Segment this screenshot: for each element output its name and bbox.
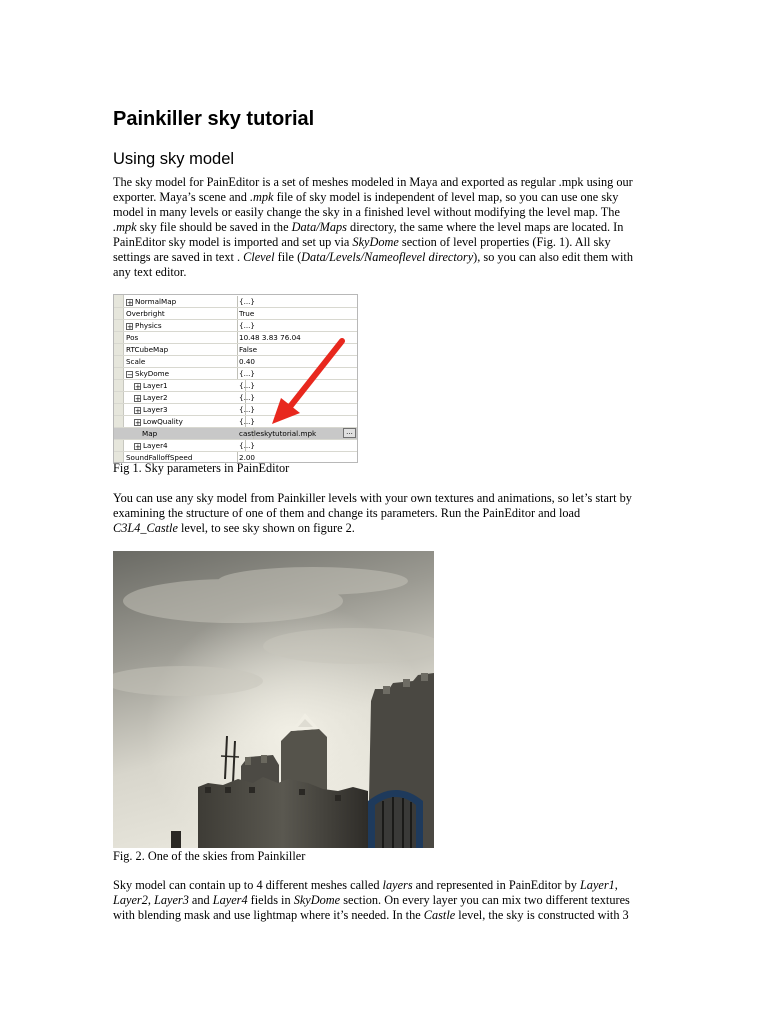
collapse-icon[interactable]: − — [127, 370, 133, 379]
second-paragraph: You can use any sky model from Painkiller levels with your own textures and animations, so let’s start by examining the structure of one of them and change its parameters. Run the PainEditor and load C3L4_Castle level, to see sky shown on figure 2. — [113, 491, 632, 535]
figure1-caption: Fig 1. Sky parameters in PainEditor — [113, 461, 290, 475]
property-value[interactable]: castleskytutorial.mpk — [239, 429, 317, 438]
expand-icon[interactable]: + — [135, 382, 141, 391]
property-value[interactable]: {...} — [239, 393, 255, 402]
expand-icon[interactable]: + — [135, 394, 141, 403]
property-name-text: Layer1 — [143, 381, 168, 390]
property-name-text: NormalMap — [135, 297, 177, 306]
red-arrow-icon — [114, 295, 357, 462]
property-name-text: SkyDome — [135, 369, 170, 378]
property-value[interactable]: False — [239, 345, 258, 354]
property-name-text: Layer2 — [143, 393, 168, 402]
property-name-text: RTCubeMap — [126, 345, 169, 354]
page-title: Painkiller sky tutorial — [113, 108, 315, 130]
property-value[interactable]: 10.48 3.83 76.04 — [239, 333, 301, 342]
property-value[interactable]: {...} — [239, 405, 255, 414]
property-name-text: Layer4 — [143, 441, 168, 450]
castle-sky-image — [113, 551, 434, 848]
expand-icon[interactable]: + — [135, 442, 141, 451]
property-name-text: LowQuality — [143, 417, 183, 426]
property-name-text: Overbright — [126, 309, 165, 318]
property-value[interactable]: 0.40 — [239, 357, 256, 366]
property-name-text: Scale — [126, 357, 146, 366]
intro-paragraph: The sky model for PainEditor is a set of meshes modeled in Maya and exported as regular .mpk using our exporter. Maya’s scene and .mpk file of sky model is independent of level map, so you can use one sky model in many levels or easily change the sky in a finished level without modifying the level map. The .mpk sky file should be saved in the Data/Maps directory, the same where the level maps are located. In PainEditor sky model is imported and set up via SkyDome section of level properties (Fig. 1). All sky settings are saved in text . Clevel file (Data/Levels/Nameoflevel directory), so you can also edit them with any text editor. — [113, 175, 634, 279]
expand-icon[interactable]: + — [127, 322, 133, 331]
property-name-text: SoundFalloffSpeed — [126, 453, 193, 462]
property-name-text: Map — [142, 429, 158, 438]
property-value[interactable]: {...} — [239, 417, 255, 426]
third-paragraph: Sky model can contain up to 4 different meshes called layers and represented in PainEditor by Layer1, Layer2, Layer3 and Layer4 fields in SkyDome section. On every layer you can mix two different textures with blending mask and use lightmap where it’s needed. In the Castle level, the sky is constructed with 3 — [113, 878, 630, 922]
browse-button[interactable]: ... — [343, 428, 356, 438]
property-value[interactable]: {...} — [239, 321, 255, 330]
property-grid-figure — [113, 294, 358, 463]
expand-icon[interactable]: + — [135, 418, 141, 427]
property-value[interactable]: {...} — [239, 297, 255, 306]
property-value[interactable]: {...} — [239, 369, 255, 378]
property-value[interactable]: 2.00 — [239, 453, 256, 462]
expand-icon[interactable]: + — [127, 298, 133, 307]
figure2-caption: Fig. 2. One of the skies from Painkiller — [113, 849, 306, 863]
expand-icon[interactable]: + — [135, 406, 141, 415]
property-value[interactable]: True — [239, 309, 255, 318]
castle-sky-illustration — [113, 551, 434, 848]
property-name-text: Physics — [135, 321, 162, 330]
property-value[interactable]: {...} — [239, 381, 255, 390]
property-name-text: Layer3 — [143, 405, 168, 414]
property-value[interactable]: {...} — [239, 441, 255, 450]
section-heading: Using sky model — [113, 150, 235, 168]
property-name-text: Pos — [126, 333, 139, 342]
